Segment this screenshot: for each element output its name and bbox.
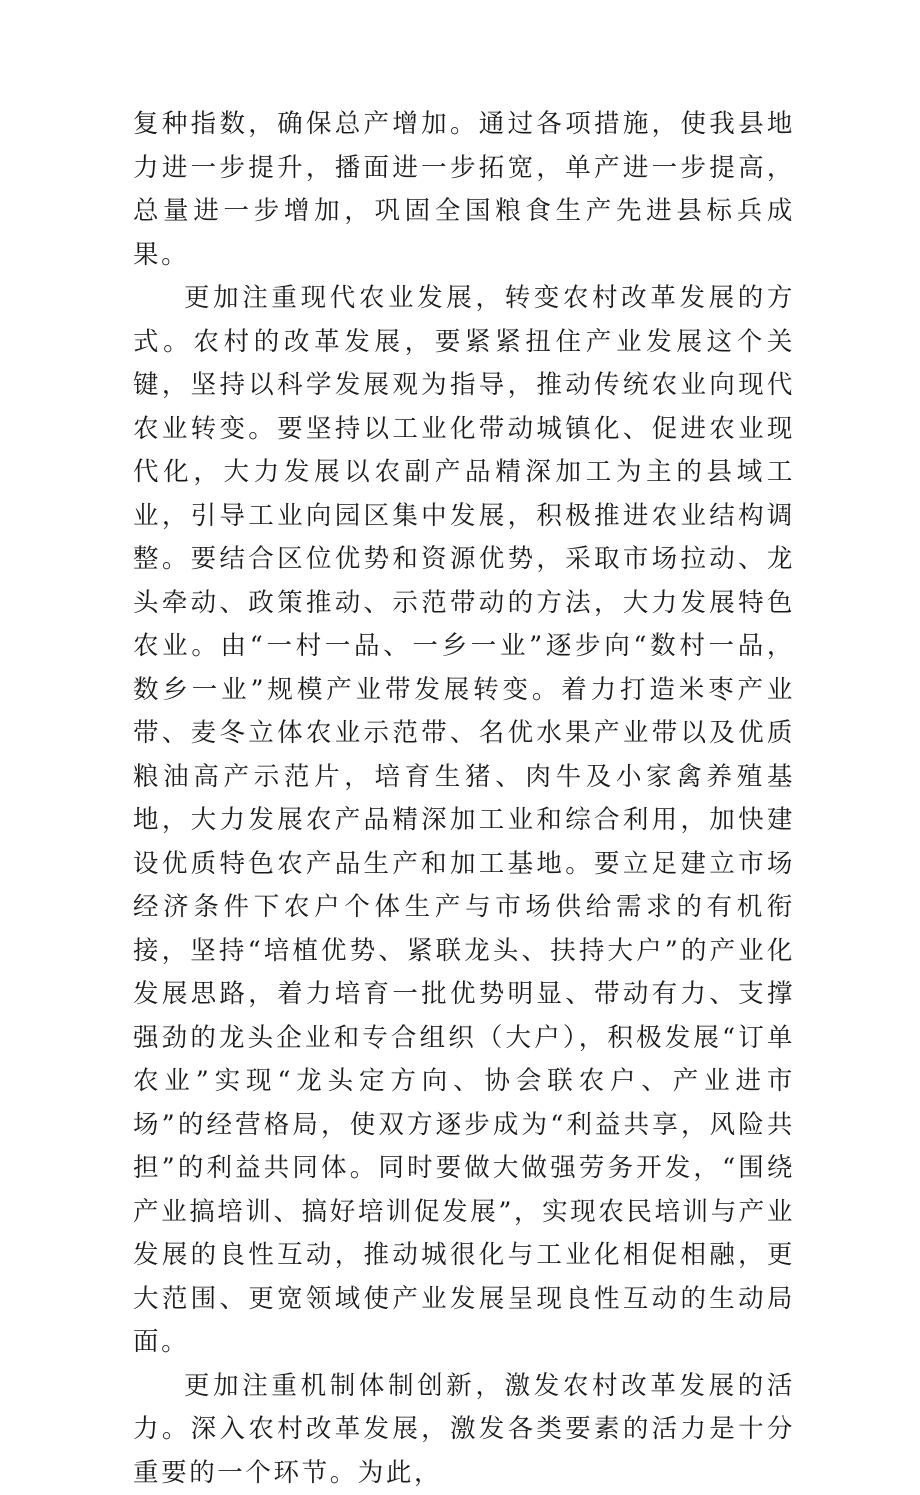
document-page xyxy=(133,103,795,1495)
paragraph-modern-agriculture: 更加注重现代农业发展，转变农村改革发展的方式。农村的改革发展，要紧紧扭住产业发展这个关键，坚持以科学发展观为指导，推动传统农业向现代农业转变。要坚持以工业化带动城镇化、促进农业现代化，大力发展以农副产品精深加工为主的县域工业，引导工业向园区集中发展，积极推进农业结构调整。要结合区位优势和资源优势，采取市场拉动、龙头牵动、政策推动、示范带动的方法，大力发展特色农业。由“一村一品、一乡一业”逐步向“数村一品，数乡一业”规模产业带发展转变。着力打造米枣产业带、麦冬立体农业示范带、名优水果产业带以及优质粮油高产示范片，培育生猪、肉牛及小家禽养殖基地，大力发展农产品精深加工业和综合利用，加快建设优质特色农产品生产和加工基地。要立足建立市场经济条件下农户个体生产与市场供给需求的有机衔接，坚持“培植优势、紧联龙头、扶持大户”的产业化发展思路，着力培育一批优势明显、带动有力、支撑强劲的龙头企业和专合组织（大户），积极发展“订单农业”实现“龙头定方向、协会联农户、产业进市场”的经营格局，使双方逐步成为“利益共享，风险共担”的利益共同体。同时要做大做强劳务开发，“围绕产业搞培训、搞好培训促发展”，实现农民培训与产业发展的良性互动，推动城很化与工业化相促相融，更大范围、更宽领域使产业发展呈现良性互动的生动局面。 xyxy=(133,277,795,1365)
paragraph-institutional-innovation: 更加注重机制体制创新，激发农村改革发展的活力。深入农村改革发展，激发各类要素的活力是十分重要的一个环节。为此， xyxy=(133,1365,795,1495)
paragraph-continuation: 复种指数，确保总产增加。通过各项措施，使我县地力进一步提升，播面进一步拓宽，单产进一步提高，总量进一步增加，巩固全国粮食生产先进县标兵成果。 xyxy=(133,103,795,277)
